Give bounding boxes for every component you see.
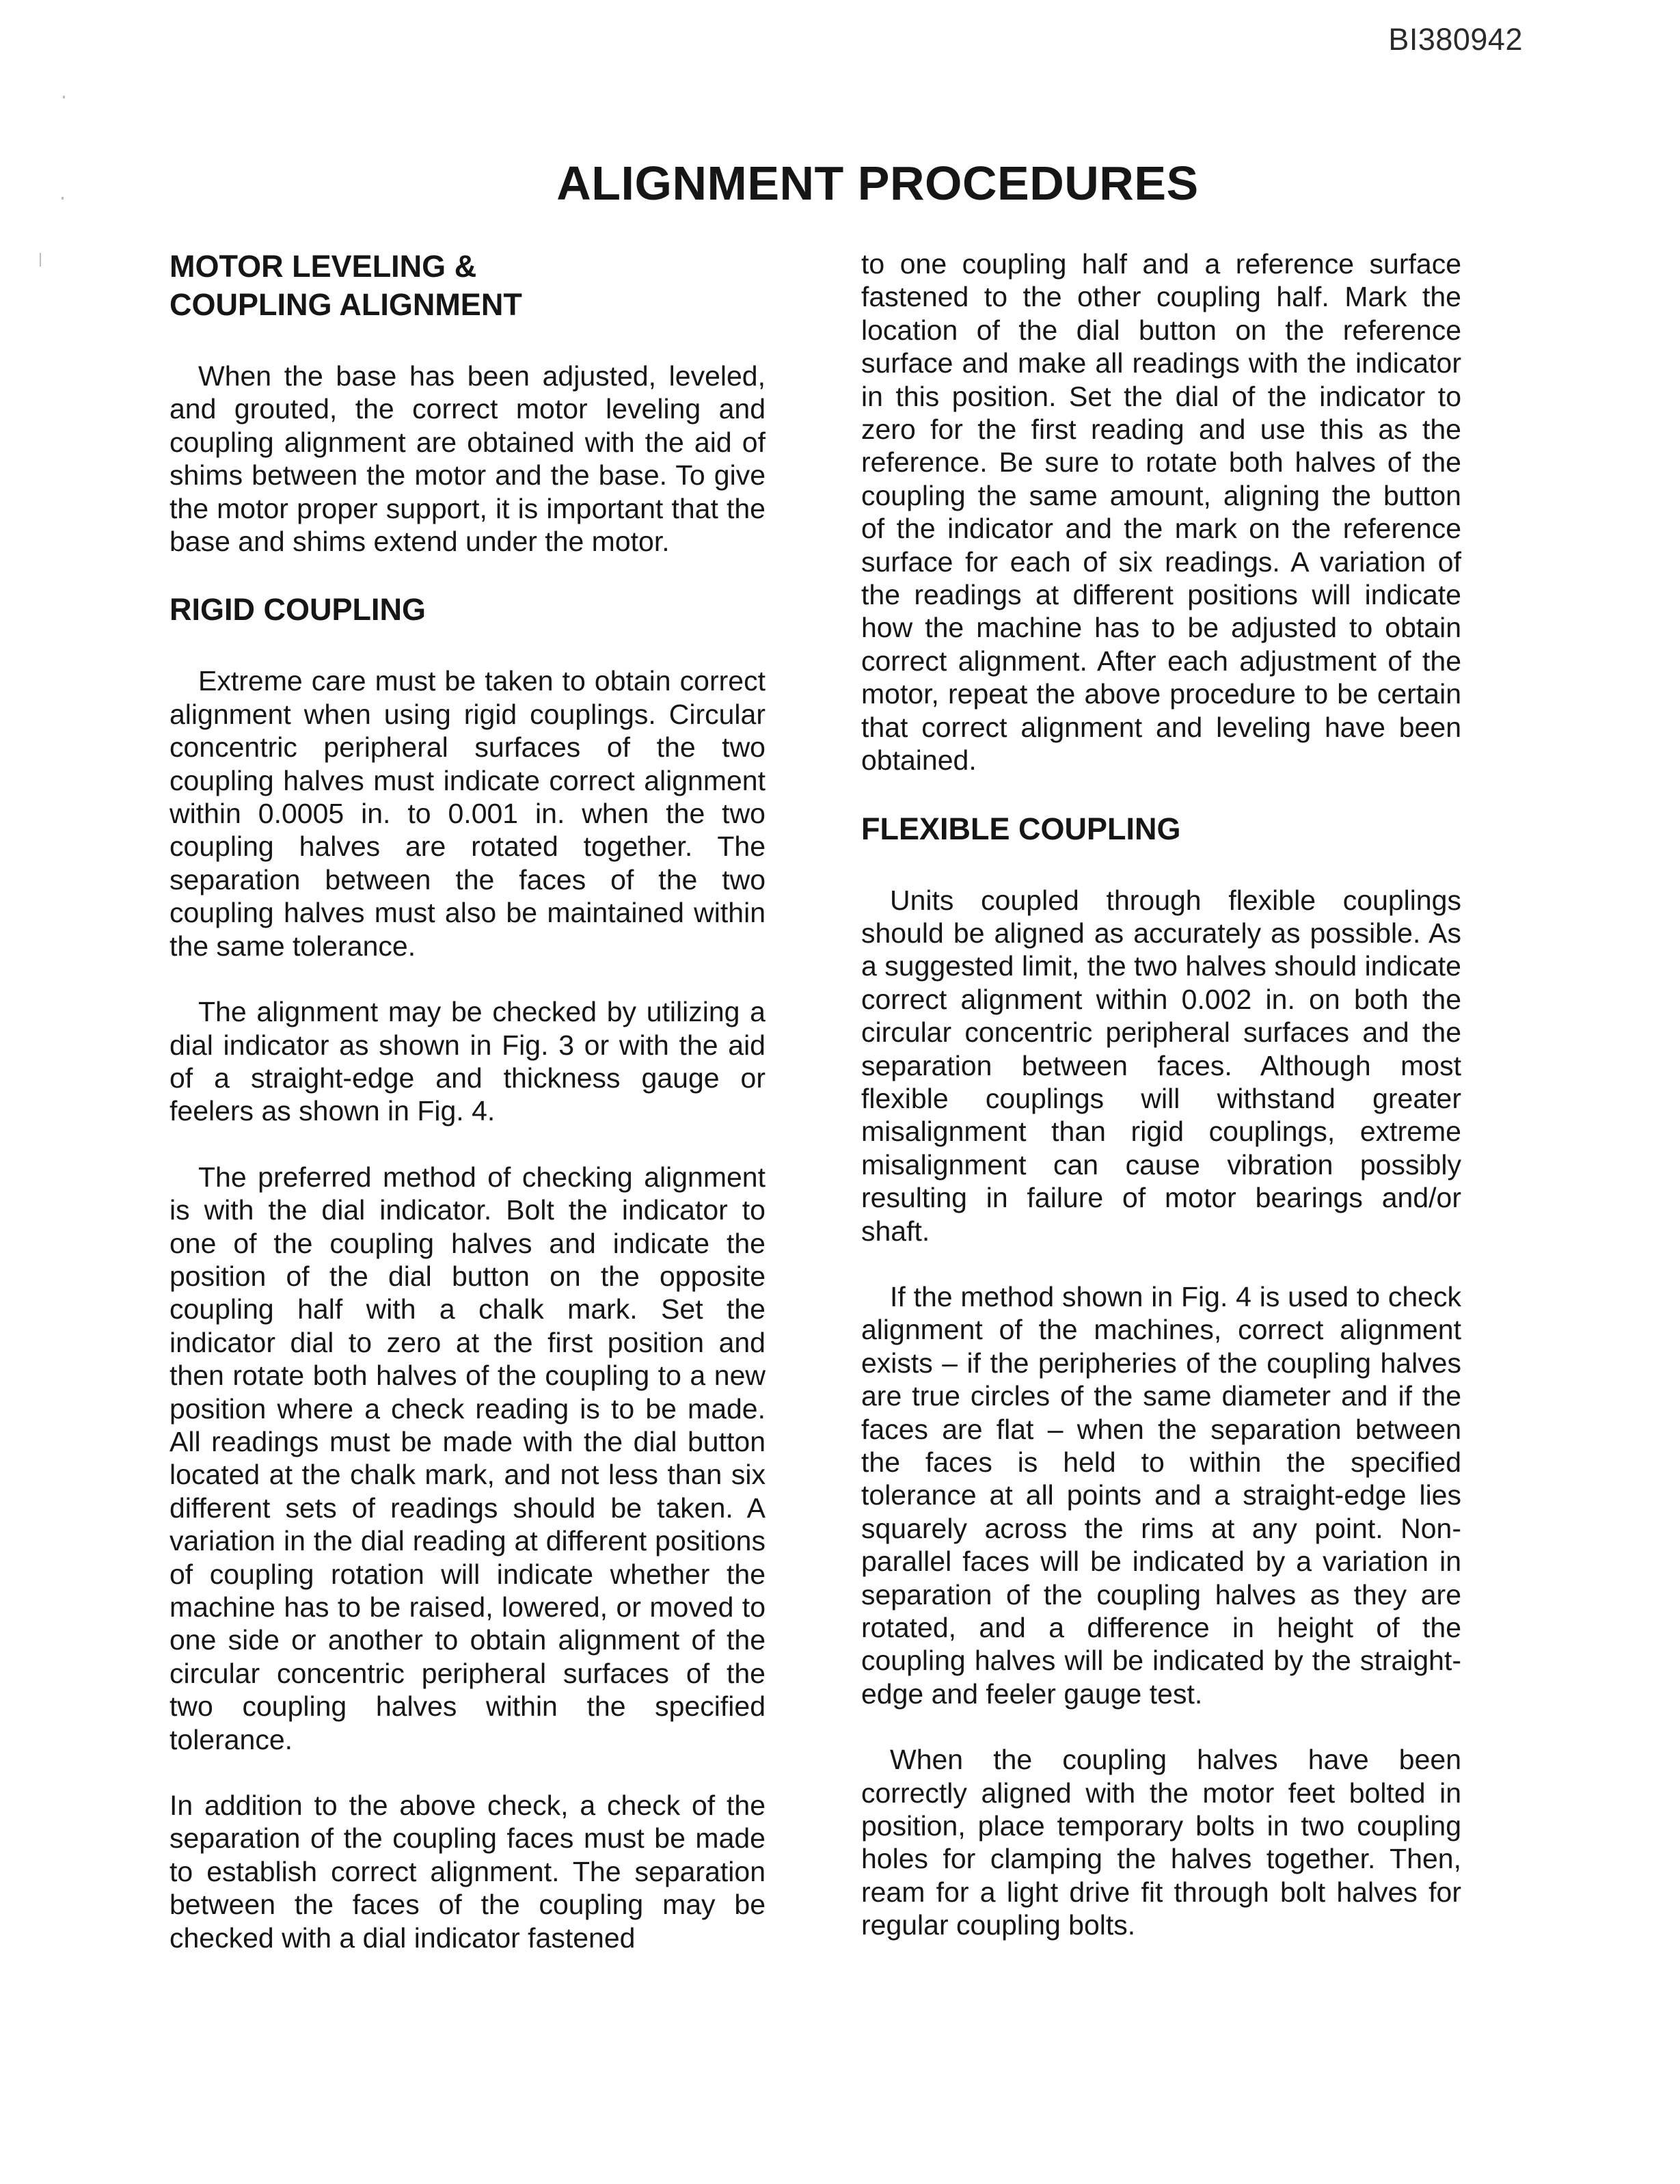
paragraph-flexible-units: Units coupled through flexible couplings should be aligned as accurately as possible. As a suggested limit, the two halves should indicate correct alignment within 0.002 in. on both the circular concentric peripheral surfaces and the separation between faces. Although most flexible couplings will withstand greater misalignment than rigid couplings, extreme misalignment can cause vibration possibly resulting in failure of motor bearings and/or shaft. — [861, 884, 1461, 1247]
right-column — [861, 247, 1461, 1975]
paragraph-preferred-method: The preferred method of checking alignment is with the dial indicator. Bolt the indicator to one of the coupling halves and indicate the position of the dial button on the opposite coupling half with a chalk mark. Set the indicator dial to zero at the first position and then rotate both halves of the coupling to a new position where a check reading is to be made. All readings must be made with the dial button located at the chalk mark, and not less than six different sets of readings should be taken. A variation in the dial reading at different positions of coupling rotation will indicate whether the machine has to be raised, lowered, or moved to one side or another to obtain alignment of the circular concentric peripheral surfaces of the two coupling halves within the specified tolerance. — [170, 1161, 766, 1755]
document-id: BI380942 — [1388, 22, 1523, 57]
paragraph-fig4-method: If the method shown in Fig. 4 is used to check alignment of the machines, correct alignment exists – if the peripheries of the coupling halves are true circles of the same diameter and if the faces are flat – when the separation between the faces is held to within the specified tolerance at all points and a straight-edge lies squarely across the rims at any point. Non-parallel faces will be indicated by a variation in separation of the coupling halves as they are rotated, and a difference in height of the coupling halves will be indicated by the straight-edge and feeler gauge test. — [861, 1280, 1461, 1710]
scan-mark — [40, 253, 41, 267]
paragraph-base-leveling: When the base has been adjusted, leveled, and grouted, the correct motor leveling and coupling alignment are obtained with the aid of shims between the motor and the base. To give the motor proper support, it is important that the base and shims extend under the motor. — [170, 360, 766, 558]
paragraph-separation-check: In addition to the above check, a check of the separation of the coupling faces must be made to establish correct alignment. The separation between the faces of the coupling may be checked with a dial indicator fastened — [170, 1790, 766, 1954]
section-heading-motor-leveling — [170, 247, 766, 324]
scan-mark — [63, 96, 65, 98]
page-title: ALIGNMENT PROCEDURES — [556, 157, 1199, 210]
section-heading-flexible-coupling: FLEXIBLE COUPLING — [861, 811, 1181, 846]
paragraph-temporary-bolts: When the coupling halves have been correctly aligned with the motor feet bolted in position, place temporary bolts in two coupling holes for clamping the halves together. Then, ream for a light drive fit through bolt halves for regular coupling bolts. — [861, 1744, 1461, 1941]
paragraph-rigid-care: Extreme care must be taken to obtain correct alignment when using rigid couplings. Circular concentric peripheral surfaces of the two coupling halves must indicate correct alignment within 0.0005 in. to 0.001 in. when the two coupling halves are rotated together. The separation between the faces of the two coupling halves must also be maintained within the same tolerance. — [170, 665, 766, 962]
paragraph-dial-indicator: The alignment may be checked by utilizing a dial indicator as shown in Fig. 3 or with the aid of a straight-edge and thickness gauge or feelers as shown in Fig. 4. — [170, 996, 766, 1127]
scan-mark — [62, 197, 64, 200]
heading-line: COUPLING ALIGNMENT — [170, 287, 522, 322]
heading-line: MOTOR LEVELING & — [170, 249, 477, 284]
section-heading-rigid-coupling: RIGID COUPLING — [170, 592, 426, 628]
paragraph-separation-check-continued: to one coupling half and a reference surface fastened to the other coupling half. Mark the location of the dial button on the reference surface and make all readings with the indicator in this position. Set the dial of the indicator to zero for the first reading and use this as the reference. Be sure to rotate both halves of the coupling the same amount, aligning the button of the indicator and the mark on the reference surface for each of six readings. A variation of the readings at different positions will indicate how the machine has to be adjusted to obtain correct alignment. After each adjustment of the motor, repeat the above procedure to be certain that correct alignment and leveling have been obtained. — [861, 248, 1461, 777]
left-column — [170, 247, 766, 1987]
